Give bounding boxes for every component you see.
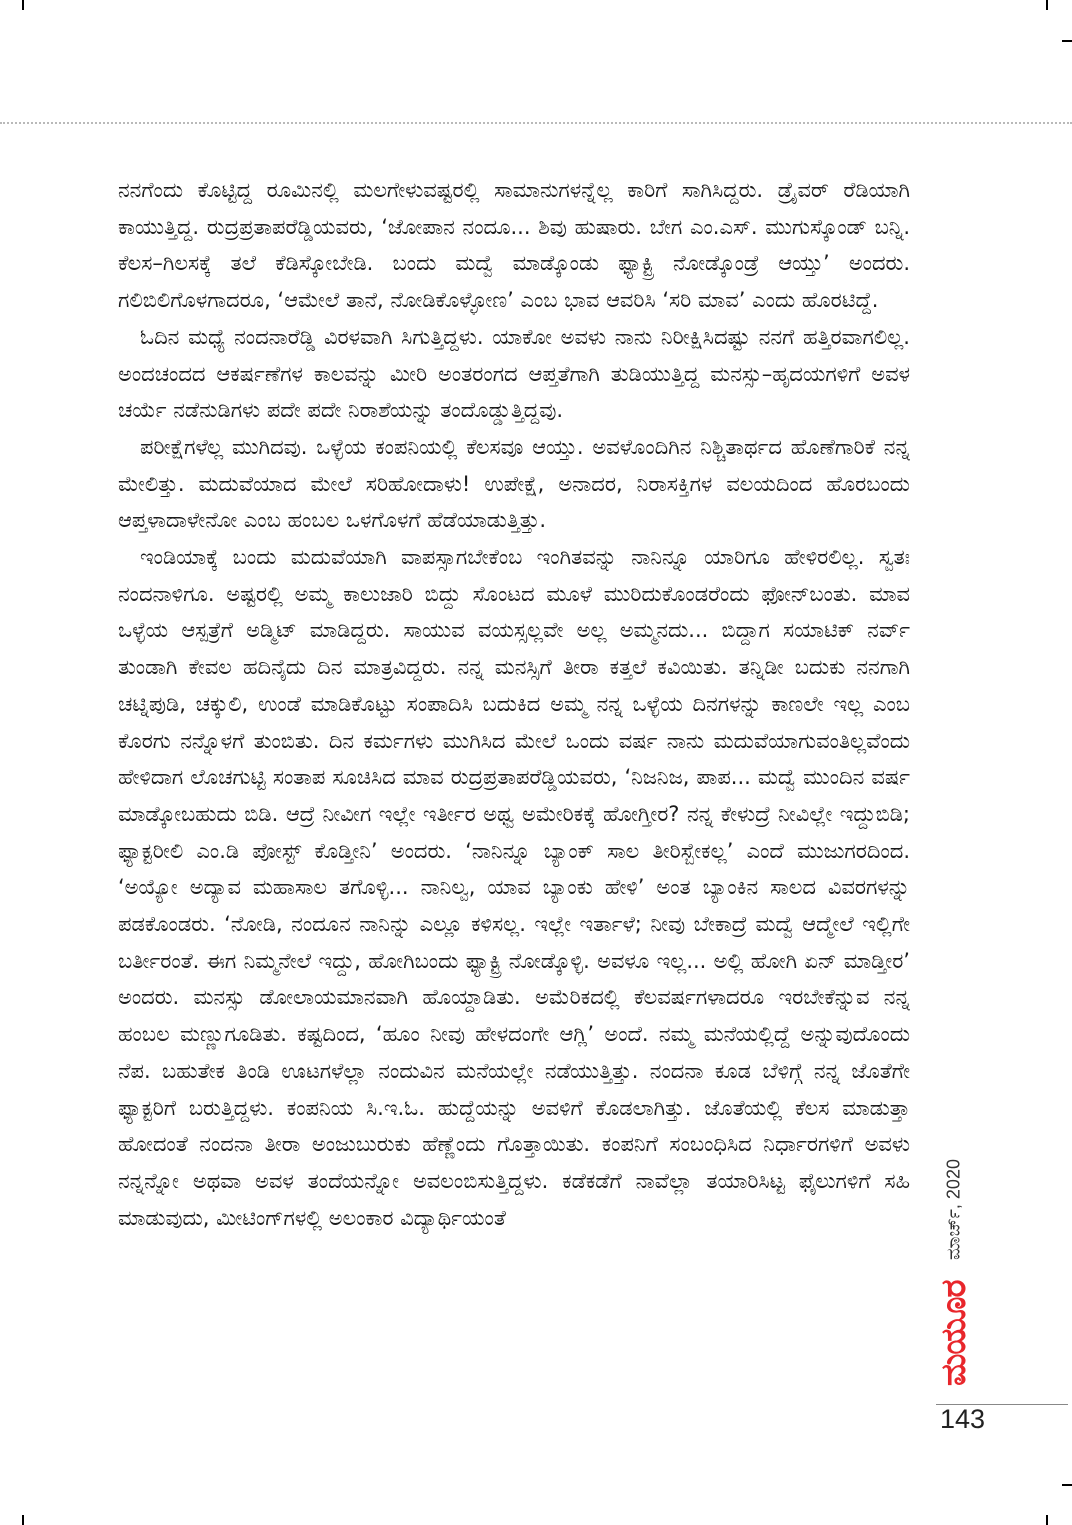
crop-mark-top-left: [22, 0, 24, 10]
article-body: [118, 172, 910, 1402]
magazine-logo: ಮಯೂರ: [934, 1280, 974, 1386]
paragraph-1: ನನಗೆಂದು ಕೊಟ್ಟಿದ್ದ ರೂಮಿನಲ್ಲಿ ಮಲಗೇಳುವಷ್ಟರಲ್ಲಿ ಸಾಮಾನುಗಳನ್ನೆಲ್ಲ ಕಾರಿಗೆ ಸಾಗಿಸಿದ್ದರು. ಡ್ರೈವರ್ ರೆಡಿಯಾಗಿ ಕಾಯುತ್ತಿದ್ದ. ರುದ್ರಪ್ರತಾಪರೆಡ್ಡಿಯವರು, ‘ಜೋಪಾನ ನಂದೂ... ಶಿವು ಹುಷಾರು. ಬೇಗ ಎಂ.ಎಸ್. ಮುಗುಸ್ಕೊಂಡ್ ಬನ್ನಿ. ಕೆಲಸ–ಗಿಲಸಕ್ಕೆ ತಲೆ ಕೆಡಿಸ್ಕೋಬೇಡಿ. ಬಂದು ಮದ್ವೆ ಮಾಡ್ಕೊಂಡು ಫ್ಯಾಕ್ಟ್ರಿ ನೋಡ್ಕೊಂಡ್ರೆ ಆಯ್ತು’ ಅಂದರು. ಗಲಿಬಿಲಿಗೊಳಗಾದರೂ, ‘ಆಮೇಲೆ ತಾನೆ, ನೋಡಿಕೊಳ್ಳೋಣ’ ಎಂಬ ಭಾವ ಆವರಿಸಿ ‘ಸರಿ ಮಾವ’ ಎಂದು ಹೊರಟಿದ್ದೆ.: [118, 178, 910, 313]
issue-date: ಮಾರ್ಚ್, 2020: [943, 1159, 964, 1260]
crop-mark-bottom-right: [1046, 1515, 1048, 1525]
crop-mark-bottom-left: [22, 1515, 24, 1525]
header-dotted-rule: [0, 122, 1072, 124]
crop-mark-right-lower: [1062, 1484, 1072, 1486]
paragraph-2: ಓದಿನ ಮಧ್ಯೆ ನಂದನಾರೆಡ್ಡಿ ವಿರಳವಾಗಿ ಸಿಗುತ್ತಿದ್ದಳು. ಯಾಕೋ ಅವಳು ನಾನು ನಿರೀಕ್ಷಿಸಿದಷ್ಟು ನನಗೆ ಹತ್ತಿರವಾಗಲಿಲ್ಲ. ಅಂದಚಂದದ ಆಕರ್ಷಣೆಗಳ ಕಾಲವನ್ನು ಮೀರಿ ಅಂತರಂಗದ ಆಪ್ತತೆಗಾಗಿ ತುಡಿಯುತ್ತಿದ್ದ ಮನಸ್ಸು–ಹೃದಯಗಳಿಗೆ ಅವಳ ಚರ್ಯೆ ನಡೆನುಡಿಗಳು ಪದೇ ಪದೇ ನಿರಾಶೆಯನ್ನು ತಂದೊಡ್ಡುತ್ತಿದ್ದವು.: [118, 324, 910, 423]
paragraph-3: ಪರೀಕ್ಷೆಗಳೆಲ್ಲ ಮುಗಿದವು. ಒಳ್ಳೆಯ ಕಂಪನಿಯಲ್ಲಿ ಕೆಲಸವೂ ಆಯ್ತು. ಅವಳೊಂದಿಗಿನ ನಿಶ್ಚಿತಾರ್ಥದ ಹೊಣೆಗಾರಿಕೆ ನನ್ನ ಮೇಲಿತ್ತು. ಮದುವೆಯಾದ ಮೇಲೆ ಸರಿಹೋದಾಳು! ಉಪೇಕ್ಷೆ, ಅನಾದರ, ನಿರಾಸಕ್ತಿಗಳ ವಲಯದಿಂದ ಹೊರಬಂದು ಆಪ್ತಳಾದಾಳೇನೋ ಎಂಬ ಹಂಬಲ ಒಳಗೊಳಗೆ ಹೆಡೆಯಾಡುತ್ತಿತ್ತು.: [118, 434, 910, 533]
crop-mark-right-upper: [1062, 40, 1072, 42]
page-number: 143: [940, 1404, 986, 1434]
crop-mark-top-right: [1046, 0, 1048, 10]
paragraph-4: ಇಂಡಿಯಾಕ್ಕೆ ಬಂದು ಮದುವೆಯಾಗಿ ವಾಪಸ್ಸಾಗಬೇಕೆಂಬ ಇಂಗಿತವನ್ನು ನಾನಿನ್ನೂ ಯಾರಿಗೂ ಹೇಳಿರಲಿಲ್ಲ. ಸ್ವತಃ ನಂದನಾಳಿಗೂ. ಅಷ್ಟರಲ್ಲಿ ಅಮ್ಮ ಕಾಲುಜಾರಿ ಬಿದ್ದು ಸೊಂಟದ ಮೂಳೆ ಮುರಿದುಕೊಂಡರೆಂದು ಫೋನ್‌ಬಂತು. ಮಾವ ಒಳ್ಳೆಯ ಆಸ್ಪತ್ರೆಗೆ ಅಡ್ಮಿಟ್ ಮಾಡಿದ್ದರು. ಸಾಯುವ ವಯಸ್ಸಲ್ಲವೇ ಅಲ್ಲ ಅಮ್ಮನದು... ಬಿದ್ದಾಗ ಸಯಾಟಿಕ್ ನರ್ವ್ ತುಂಡಾಗಿ ಕೇವಲ ಹದಿನೈದು ದಿನ ಮಾತ್ರವಿದ್ದರು. ನನ್ನ ಮನಸ್ಸಿಗೆ ತೀರಾ ಕತ್ತಲೆ ಕವಿಯಿತು. ತನ್ನಿಡೀ ಬದುಕು ನನಗಾಗಿ ಚಟ್ನಿಪುಡಿ, ಚಕ್ಕುಲಿ, ಉಂಡೆ ಮಾಡಿಕೊಟ್ಟು ಸಂಪಾದಿಸಿ ಬದುಕಿದ ಅಮ್ಮ ನನ್ನ ಒಳ್ಳೆಯ ದಿನಗಳನ್ನು ಕಾಣಲೇ ಇಲ್ಲ ಎಂಬ ಕೊರಗು ನನ್ನೊಳಗೆ ತುಂಬಿತು. ದಿನ ಕರ್ಮಗಳು ಮುಗಿಸಿದ ಮೇಲೆ ಒಂದು ವರ್ಷ ನಾನು ಮದುವೆಯಾಗುವಂತಿಲ್ಲವೆಂದು ಹೇಳಿದಾಗ ಲೊಚಗುಟ್ಟಿ ಸಂತಾಪ ಸೂಚಿಸಿದ ಮಾವ ರುದ್ರಪ್ರತಾಪರೆಡ್ಡಿಯವರು, ‘ನಿಜನಿಜ, ಪಾಪ... ಮದ್ವೆ ಮುಂದಿನ ವರ್ಷ ಮಾಡ್ಕೋಬಹುದು ಬಿಡಿ. ಆದ್ರೆ ನೀವೀಗ ಇಲ್ಲೇ ಇರ್ತೀರ ಅಥ್ವ ಅಮೇರಿಕಕ್ಕೆ ಹೋಗ್ತೀರ? ನನ್ನ ಕೇಳುದ್ರೆ ನೀವಿಲ್ಲೇ ಇದ್ದುಬಿಡಿ; ಫ್ಯಾಕ್ಟರೀಲಿ ಎಂ.ಡಿ ಪೋಸ್ಟ್ ಕೊಡ್ತೀನಿ’ ಅಂದರು. ‘ನಾನಿನ್ನೂ ಬ್ಯಾಂಕ್ ಸಾಲ ತೀರಿಸ್ಬೇಕಲ್ಲ’ ಎಂದೆ ಮುಜುಗರದಿಂದ. ‘ಅಯ್ಯೋ ಅದ್ಯಾವ ಮಹಾಸಾಲ ತಗೊಳ್ಳಿ... ನಾನಿಲ್ವ, ಯಾವ ಬ್ಯಾಂಕು ಹೇಳಿ’ ಅಂತ ಬ್ಯಾಂಕಿನ ಸಾಲದ ವಿವರಗಳನ್ನು ಪಡಕೊಂಡರು. ‘ನೋಡಿ, ನಂದೂನ ನಾನಿನ್ನು ಎಲ್ಲೂ ಕಳಿಸಲ್ಲ. ಇಲ್ಲೇ ಇರ್ತಾಳೆ; ನೀವು ಬೇಕಾದ್ರೆ ಮದ್ವೆ ಆದ್ಮೇಲೆ ಇಲ್ಲಿಗೇ ಬರ್ತೀರಂತೆ. ಈಗ ನಿಮ್ಮನೇಲೆ ಇದ್ದು, ಹೋಗಿಬಂದು ಫ್ಯಾಕ್ಟ್ರಿ ನೋಡ್ಕೊಳ್ಳಿ. ಅವಳೂ ಇಲ್ಲ... ಅಲ್ಲಿ ಹೋಗಿ ಏನ್ ಮಾಡ್ತೀರ’ ಅಂದರು. ಮನಸ್ಸು ಡೋಲಾಯಮಾನವಾಗಿ ಹೊಯ್ದಾಡಿತು. ಅಮೆರಿಕದಲ್ಲಿ ಕೆಲವರ್ಷಗಳಾದರೂ ಇರಬೇಕೆನ್ನುವ ನನ್ನ ಹಂಬಲ ಮಣ್ಣುಗೂಡಿತು. ಕಷ್ಟದಿಂದ, ‘ಹೂಂ ನೀವು ಹೇಳದಂಗೇ ಆಗ್ಲಿ’ ಅಂದೆ. ನಮ್ಮ ಮನೆಯಲ್ಲಿದ್ದೆ ಅನ್ನುವುದೊಂದು ನೆಪ. ಬಹುತೇಕ ತಿಂಡಿ ಊಟಗಳೆಲ್ಲಾ ನಂದುವಿನ ಮನೆಯಲ್ಲೇ ನಡೆಯುತ್ತಿತ್ತು. ನಂದನಾ ಕೂಡ ಬೆಳಿಗ್ಗೆ ನನ್ನ ಜೊತೆಗೇ ಫ್ಯಾಕ್ಟರಿಗೆ ಬರುತ್ತಿದ್ದಳು. ಕಂಪನಿಯ ಸಿ.ಇ.ಓ. ಹುದ್ದೆಯನ್ನು ಅವಳಿಗೆ ಕೊಡಲಾಗಿತ್ತು. ಜೊತೆಯಲ್ಲಿ ಕೆಲಸ ಮಾಡುತ್ತಾ ಹೋದಂತೆ ನಂದನಾ ತೀರಾ ಅಂಜುಬುರುಕು ಹೆಣ್ಣೆಂದು ಗೊತ್ತಾಯಿತು. ಕಂಪನಿಗೆ ಸಂಬಂಧಿಸಿದ ನಿರ್ಧಾರಗಳಿಗೆ ಅವಳು ನನ್ನನ್ನೋ ಅಥವಾ ಅವಳ ತಂದೆಯನ್ನೋ ಅವಲಂಬಿಸುತ್ತಿದ್ದಳು. ಕಡೆಕಡೆಗೆ ನಾವೆಲ್ಲಾ ತಯಾರಿಸಿಟ್ಟ ಫೈಲುಗಳಿಗೆ ಸಹಿ ಮಾಡುವುದು, ಮೀಟಿಂಗ್‌ಗಳಲ್ಲಿ ಅಲಂಕಾರ ವಿದ್ಯಾರ್ಥಿಯಂತೆ: [118, 545, 910, 1230]
